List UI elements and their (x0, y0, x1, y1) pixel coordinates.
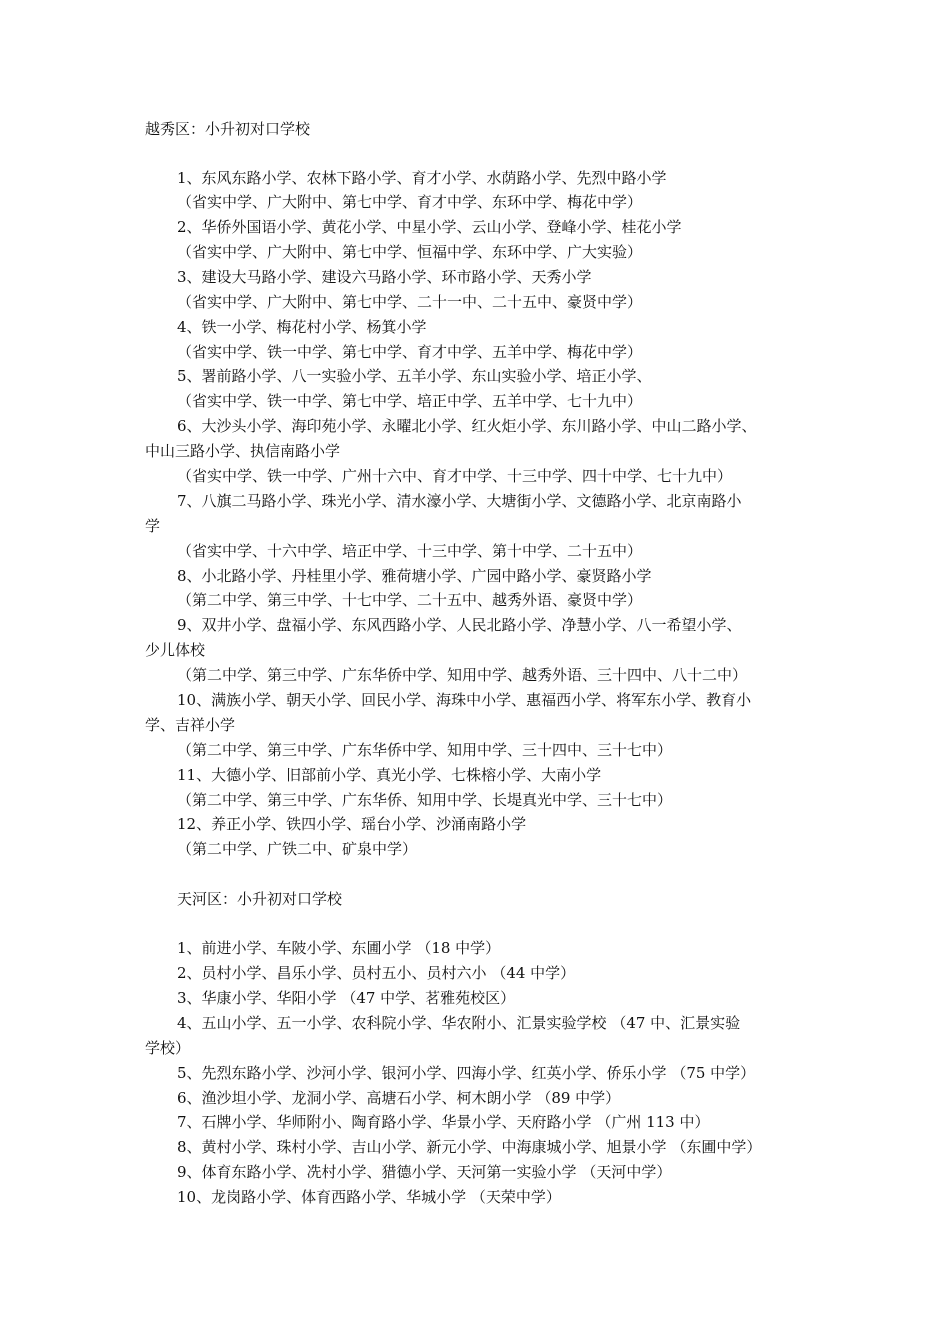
list-item-schools: （第二中学、第三中学、十七中学、二十五中、越秀外语、豪贤中学） (177, 591, 643, 609)
list-item-schools: （省实中学、铁一中学、广州十六中、育才中学、十三中学、四十中学、七十九中） (177, 467, 733, 485)
list-item: 10、满族小学、朝天小学、回民小学、海珠中小学、惠福西小学、将军东小学、教育小 (177, 691, 752, 709)
list-item: 11、大德小学、旧部前小学、真光小学、七株榕小学、大南小学 (177, 766, 602, 784)
list-item-schools: （省实中学、铁一中学、第七中学、培正中学、五羊中学、七十九中） (177, 392, 643, 410)
list-item-schools: （省实中学、广大附中、第七中学、二十一中、二十五中、豪贤中学） (177, 293, 643, 311)
list-item-schools: （第二中学、第三中学、广东华侨中学、知用中学、越秀外语、三十四中、八十二中） (177, 666, 748, 684)
list-item-continued: 学、吉祥小学 (145, 716, 236, 734)
list-item: 6、大沙头小学、海印苑小学、永曜北小学、红火炬小学、东川路小学、中山二路小学、 (177, 417, 757, 435)
section-heading-yuexiu: 越秀区：小升初对口学校 (145, 120, 311, 138)
list-item-schools: （第二中学、广铁二中、矿泉中学） (177, 840, 418, 858)
list-item: 9、双井小学、盘福小学、东风西路小学、人民北路小学、净慧小学、八一希望小学、 (177, 616, 742, 634)
list-item-schools: （省实中学、十六中学、培正中学、十三中学、第十中学、二十五中） (177, 542, 643, 560)
list-item-schools: （省实中学、铁一中学、第七中学、育才中学、五羊中学、梅花中学） (177, 343, 643, 361)
list-item: 5、署前路小学、八一实验小学、五羊小学、东山实验小学、培正小学、 (177, 367, 652, 385)
list-item-continued: 学 (145, 517, 161, 535)
list-item: 1、前进小学、车陂小学、东圃小学 （18 中学） (177, 939, 501, 957)
list-item: 8、小北路小学、丹桂里小学、雅荷塘小学、广园中路小学、豪贤路小学 (177, 567, 652, 585)
list-item: 5、先烈东路小学、沙河小学、银河小学、四海小学、红英小学、侨乐小学 （75 中学） (177, 1064, 756, 1082)
list-item: 7、八旗二马路小学、珠光小学、清水濠小学、大塘街小学、文德路小学、北京南路小 (177, 492, 742, 510)
list-item-schools: （省实中学、广大附中、第七中学、育才中学、东环中学、梅花中学） (177, 193, 643, 211)
list-item: 2、员村小学、昌乐小学、员村五小、员村六小 （44 中学） (177, 964, 576, 982)
list-item-continued: 中山三路小学、执信南路小学 (145, 442, 341, 460)
list-item: 4、五山小学、五一小学、农科院小学、华农附小、汇景实验学校 （47 中、汇景实验 (177, 1014, 741, 1032)
list-item: 7、石牌小学、华师附小、陶育路小学、华景小学、天府路小学 （广州 113 中） (177, 1113, 710, 1131)
list-item: 8、黄村小学、珠村小学、吉山小学、新元小学、中海康城小学、旭景小学 （东圃中学） (177, 1138, 762, 1156)
list-item-schools: （第二中学、第三中学、广东华侨、知用中学、长堤真光中学、三十七中） (177, 791, 673, 809)
list-item-schools: （第二中学、第三中学、广东华侨中学、知用中学、三十四中、三十七中） (177, 741, 673, 759)
list-item: 3、华康小学、华阳小学 （47 中学、茗雅苑校区） (177, 989, 516, 1007)
list-item: 1、东风东路小学、农林下路小学、育才小学、水荫路小学、先烈中路小学 (177, 169, 667, 187)
section-heading-tianhe: 天河区：小升初对口学校 (177, 890, 343, 908)
list-item: 12、养正小学、铁四小学、瑶台小学、沙涌南路小学 (177, 815, 527, 833)
list-item: 10、龙岗路小学、体育西路小学、华城小学 （天荣中学） (177, 1188, 561, 1206)
list-item: 2、华侨外国语小学、黄花小学、中星小学、云山小学、登峰小学、桂花小学 (177, 218, 682, 236)
list-item-continued: 少儿体校 (145, 641, 206, 659)
list-item: 4、铁一小学、梅花村小学、杨箕小学 (177, 318, 427, 336)
list-item-continued: 学校） (145, 1039, 191, 1057)
list-item: 6、渔沙坦小学、龙洞小学、高塘石小学、柯木朗小学 （89 中学） (177, 1089, 621, 1107)
list-item: 3、建设大马路小学、建设六马路小学、环市路小学、天秀小学 (177, 268, 592, 286)
list-item: 9、体育东路小学、冼村小学、猎德小学、天河第一实验小学 （天河中学） (177, 1163, 672, 1181)
list-item-schools: （省实中学、广大附中、第七中学、恒福中学、东环中学、广大实验） (177, 243, 643, 261)
